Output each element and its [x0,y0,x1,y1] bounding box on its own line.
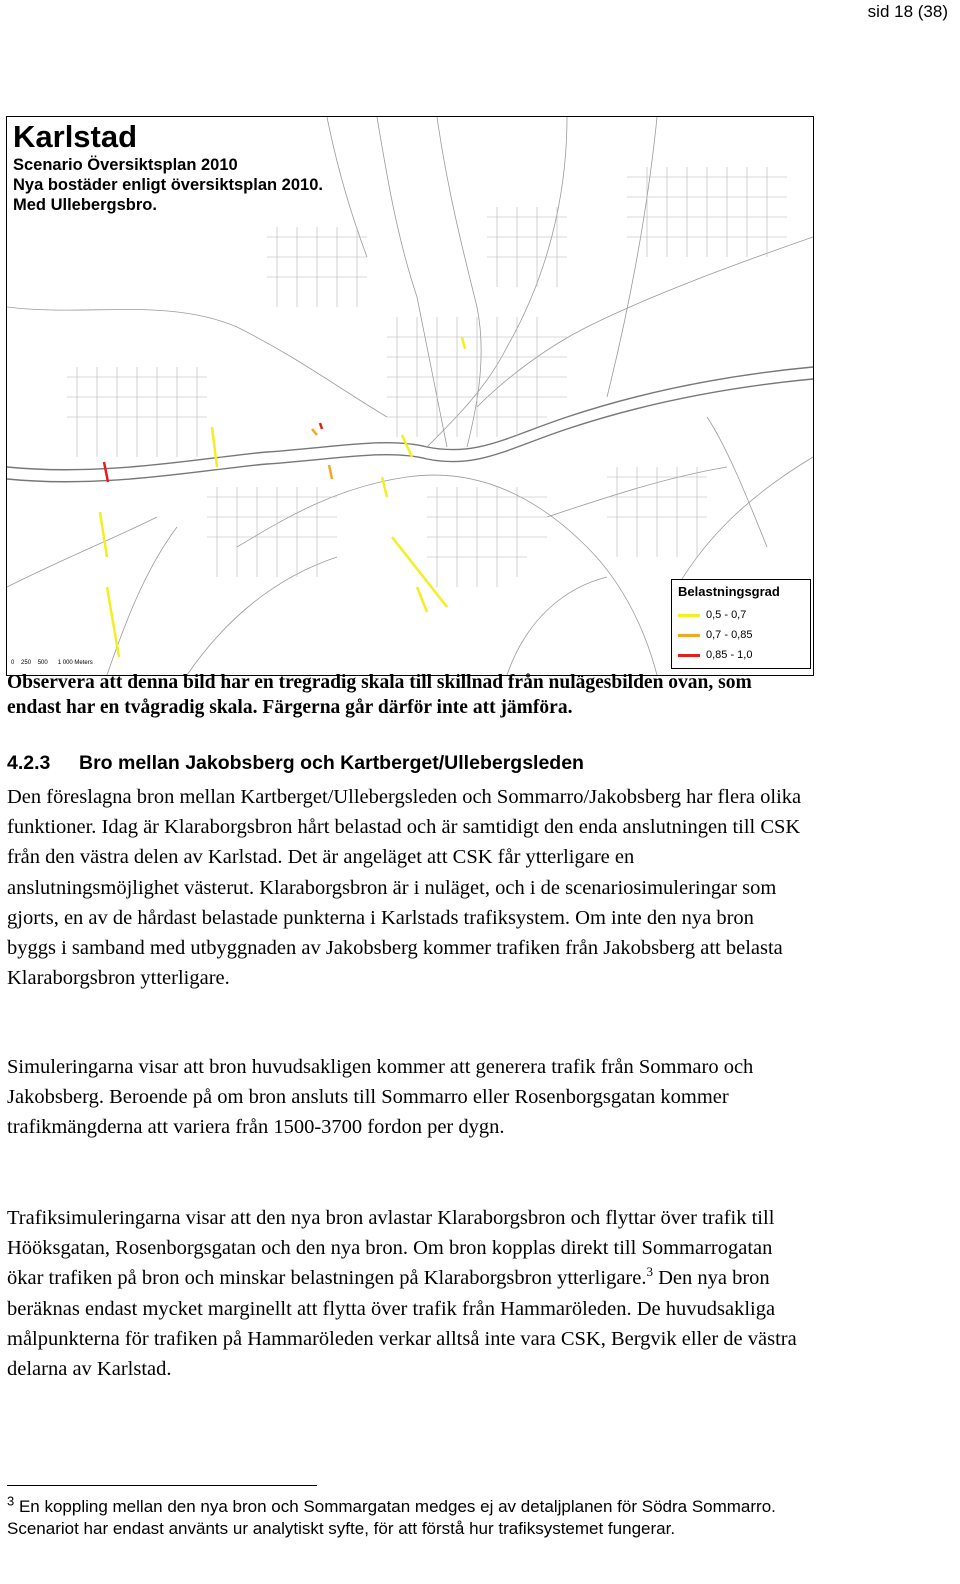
legend-label: 0,5 - 0,7 [706,609,747,621]
legend-swatch [678,654,700,657]
traffic-load-map [6,116,814,676]
map-caption: Observera att denna bild har en tregradig skala till skillnad från nulägesbilden ovan, som endast har en tvågradig skala. Färgerna går därför inte att jämföra. [7,672,752,718]
legend-item [678,609,746,623]
section-title: Bro mellan Jakobsberg och Kartberget/Ullebergsleden [79,752,584,774]
section-number: 4.2.3 [7,752,51,774]
footnote-marker: 3 [7,1493,15,1509]
map-legend [671,579,811,669]
footnote-text: En koppling mellan den nya bron och Sommargatan medges ej av detaljplanen för Södra Sommarro. Scenariot har endast använts ur analytiskt syfte, för att förstå hur trafiksystemet fungerar. [7,1497,776,1538]
footnote-ref: 3 [646,1264,653,1280]
scale-label: 500 [37,660,48,666]
legend-label: 0,7 - 0,85 [706,629,753,641]
legend-item [678,649,752,663]
map-title: Karlstad [13,119,138,154]
scale-label: 0 [11,660,15,666]
paragraph-3-text-b: Den nya bron beräknas endast mycket marginellt att flytta över trafik från Hammaröleden. De huvudsakliga målpunkterna för trafiken på Hammaröleden verkar alltså inte vara CSK, Bergvik eller de västra delarna av Karlstad. [7,1267,797,1381]
map-subtitle-3: Med Ullebergsbro. [13,196,157,214]
scale-bar [11,660,93,666]
legend-swatch [678,634,700,637]
scale-label: 250 [21,660,32,666]
map-subtitle-1: Scenario Översiktsplan 2010 [13,156,238,174]
footnote-separator [7,1485,317,1486]
page-number: sid 18 (38) [867,2,948,21]
section-heading [7,752,584,775]
scale-label: 1 000 Meters [57,660,93,666]
paragraph-1: Den föreslagna bron mellan Kartberget/Ullebergsleden och Sommarro/Jakobsberg har flera olika funktioner. Idag är Klaraborgsbron hårt belastad och är samtidigt den enda anslutningen till CSK från den västra delen av Karlstad. Det är angeläget att CSK får ytterligare en anslutningsmöjlighet västerut. Klaraborgsbron är i nuläget, och i de scenariosimuleringar som gjorts, en av de hårdast belastade punkterna i Karlstads trafiksystem. Om inte den nya bron byggs i samband med utbyggnaden av Jakobsberg kommer trafiken från Jakobsberg att belasta Klaraborgsbron ytterligare. [7,786,802,990]
paragraph-3-text-a: Trafiksimuleringarna visar att den nya bron avlastar Klaraborgsbron och flyttar över trafik till Hööksgatan, Rosenborgsgatan och den nya bron. Om bron kopplas direkt till Sommarrogatan ökar trafiken på bron och minskar belastningen på Klaraborgsbron ytterligare. [7,1207,775,1290]
legend-item [678,629,752,643]
map-title-block [13,119,323,215]
legend-label: 0,85 - 1,0 [706,649,753,661]
map-subtitle-2: Nya bostäder enligt översiktsplan 2010. [13,176,323,194]
legend-title: Belastningsgrad [678,584,780,599]
paragraph-2: Simuleringarna visar att bron huvudsakligen kommer att generera trafik från Sommaro och Jakobsberg. Beroende på om bron ansluts till Sommarro eller Rosenborgsgatan kommer trafikmängderna att variera från 1500-3700 fordon per dygn. [7,1056,754,1139]
paragraph-3 [7,1203,807,1384]
legend-swatch [678,614,700,617]
footnote [7,1493,807,1539]
